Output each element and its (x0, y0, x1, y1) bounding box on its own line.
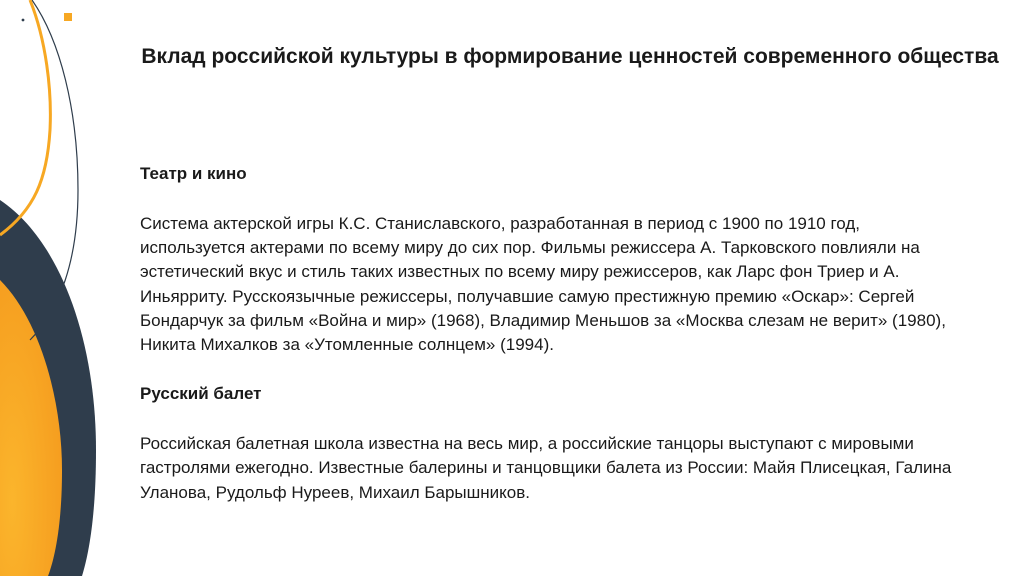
section-theater (140, 162, 960, 357)
slide-title: Вклад российской культуры в формирование ценностей современного общества (141, 45, 999, 68)
slide-content (140, 162, 960, 505)
section-paragraph: Система актерской игры К.С. Станиславского, разработанная в период с 1900 по 1910 год, используется актерами по всему миру до сих пор. Фильмы режиссера А. Тарковского повлияли на эстетический вкус и стиль таких известных по всему миру режиссеров, как Ларс фон Триер и А. Иньярриту. Русскоязычные режиссеры, получавшие самую престижную премию «Оскар»: Сергей Бондарчук за фильм «Война и мир» (1968), Владимир Меньшов за «Москва слезам не верит» (1980), Никита Михалков за «Утомленные солнцем» (1994). (140, 214, 946, 355)
orange-arc (0, 0, 50, 235)
orange-square (64, 13, 72, 21)
section-heading: Театр и кино (140, 164, 247, 183)
section-heading: Русский балет (140, 384, 262, 404)
dark-dot (22, 19, 25, 22)
section-paragraph: Российская балетная школа известна на весь мир, а российские танцоры выступают с мировыми гастролями ежегодно. Известные балерины и танцовщики балета из России: Майя Плисецкая, Галина Уланова, Рудольф Нуреев, Михаил Барышников. (140, 434, 952, 502)
thin-dark-arc (30, 0, 78, 340)
dark-crescent (0, 200, 96, 576)
orange-crescent (0, 280, 62, 576)
section-ballet (140, 382, 960, 505)
